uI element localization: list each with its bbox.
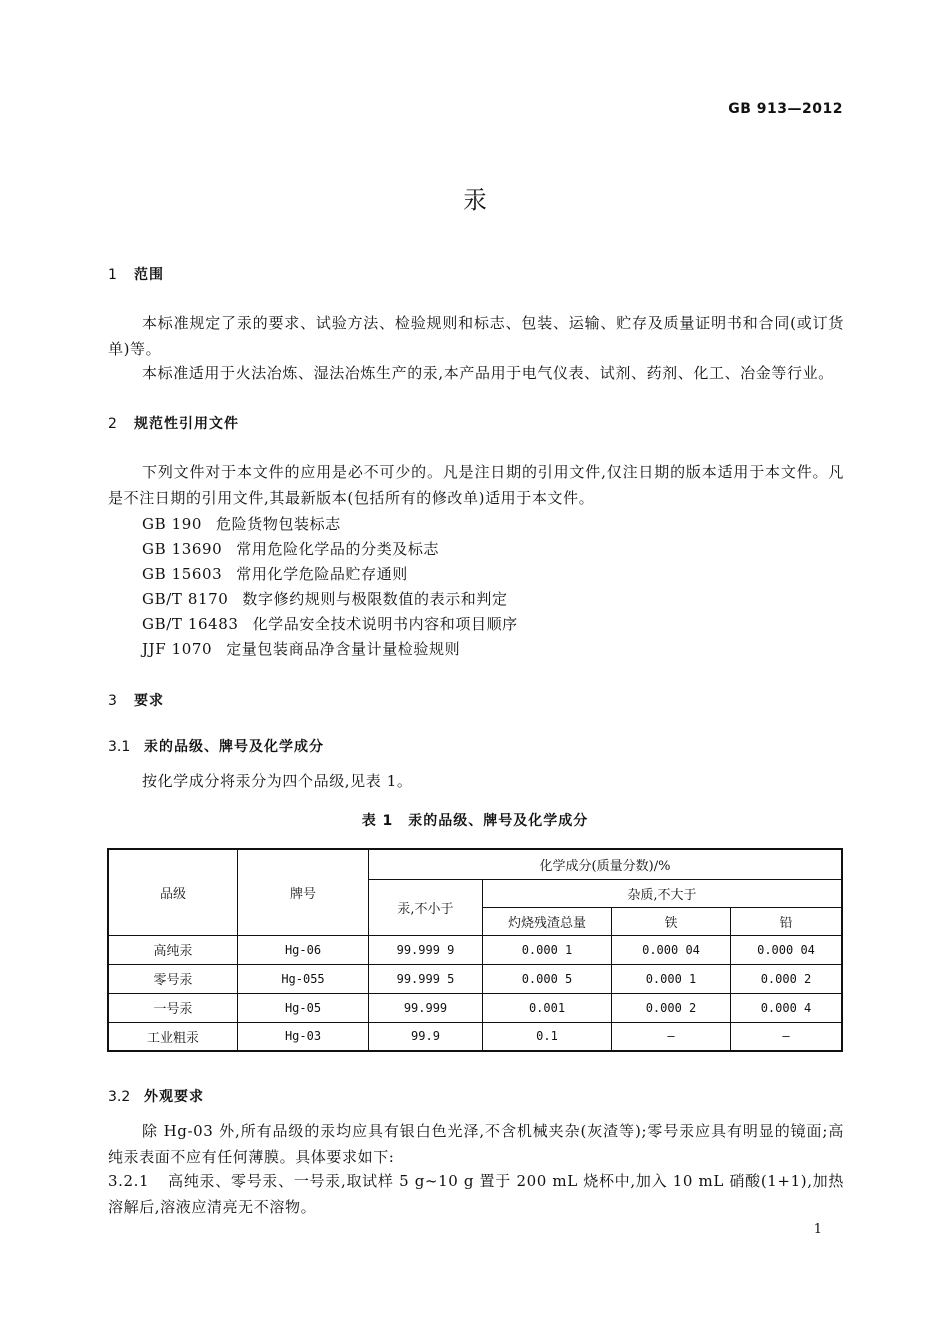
reference-item [142,513,341,534]
header-brand: 牌号 [238,849,369,935]
cell-mercury: 99.999 5 [369,964,483,993]
section-2-paragraph-1: 下列文件对于本文件的应用是必不可少的。凡是注日期的引用文件,仅注日期的版本适用于本文件。凡是不注日期的引用文件,其最新版本(包括所有的修改单)适用于本文件。 [108,463,844,507]
cell-ash: 0.000 5 [483,964,612,993]
table-row [108,1022,842,1051]
reference-title: 定量包装商品净含量计量检验规则 [226,640,461,658]
section-3-2-1-paragraph [108,1168,844,1220]
header-lead: 铅 [731,907,843,935]
section-number: 2 [108,416,117,432]
section-title: 范围 [134,267,164,283]
section-title: 汞的品级、牌号及化学成分 [144,739,324,755]
cell-lead: — [731,1022,843,1051]
reference-code: GB 15603 [142,565,223,583]
header-ash: 灼烧残渣总量 [483,907,612,935]
header-mercury: 汞,不小于 [369,879,483,935]
section-1-paragraph-1: 本标准规定了汞的要求、试验方法、检验规则和标志、包装、运输、贮存及质量证明书和合同(或订货单)等。 [108,314,844,358]
reference-code: GB/T 8170 [142,590,229,608]
section-title: 要求 [134,693,164,709]
clause-text: 高纯汞、零号汞、一号汞,取试样 5 g~10 g 置于 200 mL 烧杯中,加入 10 mL 硝酸(1+1),加热溶解后,溶液应清亮无不溶物。 [108,1172,844,1216]
reference-title: 常用化学危险品贮存通则 [236,565,408,583]
standard-code: GB 913—2012 [728,101,843,117]
cell-iron: 0.000 2 [612,993,731,1022]
section-title: 外观要求 [144,1089,204,1105]
section-1-paragraph-2: 本标准适用于火法冶炼、湿法冶炼生产的汞,本产品用于电气仪表、试剂、药剂、化工、冶金等行业。 [142,364,834,382]
cell-mercury: 99.999 9 [369,935,483,964]
cell-lead: 0.000 04 [731,935,843,964]
reference-item [142,563,408,584]
table-row [108,935,842,964]
cell-brand: Hg-03 [238,1022,369,1051]
reference-item [142,613,518,634]
cell-iron: — [612,1022,731,1051]
cell-grade: 工业粗汞 [108,1022,238,1051]
cell-brand: Hg-06 [238,935,369,964]
cell-brand: Hg-055 [238,964,369,993]
section-2-heading [108,413,239,433]
cell-lead: 0.000 2 [731,964,843,993]
grade-composition-table [107,848,843,1052]
reference-title: 化学品安全技术说明书内容和项目顺序 [252,615,518,633]
reference-code: GB/T 16483 [142,615,239,633]
reference-code: GB 190 [142,515,203,533]
document-title: 汞 [463,186,487,214]
reference-item [142,638,460,659]
header-composition: 化学成分(质量分数)/% [369,849,843,879]
cell-grade: 零号汞 [108,964,238,993]
cell-ash: 0.1 [483,1022,612,1051]
section-3-2-heading [108,1086,204,1106]
reference-title: 数字修约规则与极限数值的表示和判定 [242,590,508,608]
table-row [108,993,842,1022]
table-caption: 表 1 汞的品级、牌号及化学成分 [361,813,589,829]
section-number: 3 [108,693,117,709]
reference-title: 危险货物包装标志 [216,515,341,533]
header-impurity: 杂质,不大于 [483,879,843,907]
section-3-heading [108,690,164,710]
section-title: 规范性引用文件 [134,416,239,432]
cell-ash: 0.001 [483,993,612,1022]
table-row [108,964,842,993]
reference-item [142,538,439,559]
section-number: 1 [108,267,117,283]
reference-code: GB 13690 [142,540,223,558]
header-iron: 铁 [612,907,731,935]
section-3-2-paragraph-1: 除 Hg-03 外,所有品级的汞均应具有银白色光泽,不含机械夹杂(灰渣等);零号汞应具有明显的镜面;高纯汞表面不应有任何薄膜。具体要求如下: [108,1122,844,1166]
section-number: 3.1 [108,739,131,755]
cell-iron: 0.000 1 [612,964,731,993]
section-number: 3.2 [108,1089,131,1105]
cell-grade: 一号汞 [108,993,238,1022]
section-3-1-paragraph: 按化学成分将汞分为四个品级,见表 1。 [142,772,413,790]
page-number: 1 [813,1222,822,1237]
cell-brand: Hg-05 [238,993,369,1022]
reference-code: JJF 1070 [142,640,213,658]
cell-iron: 0.000 04 [612,935,731,964]
cell-mercury: 99.999 [369,993,483,1022]
section-1-heading [108,264,164,284]
reference-title: 常用危险化学品的分类及标志 [236,540,440,558]
cell-grade: 高纯汞 [108,935,238,964]
reference-item [142,588,508,609]
cell-mercury: 99.9 [369,1022,483,1051]
clause-number: 3.2.1 [108,1172,150,1190]
header-grade: 品级 [108,849,238,935]
cell-lead: 0.000 4 [731,993,843,1022]
cell-ash: 0.000 1 [483,935,612,964]
section-3-1-heading [108,736,324,756]
